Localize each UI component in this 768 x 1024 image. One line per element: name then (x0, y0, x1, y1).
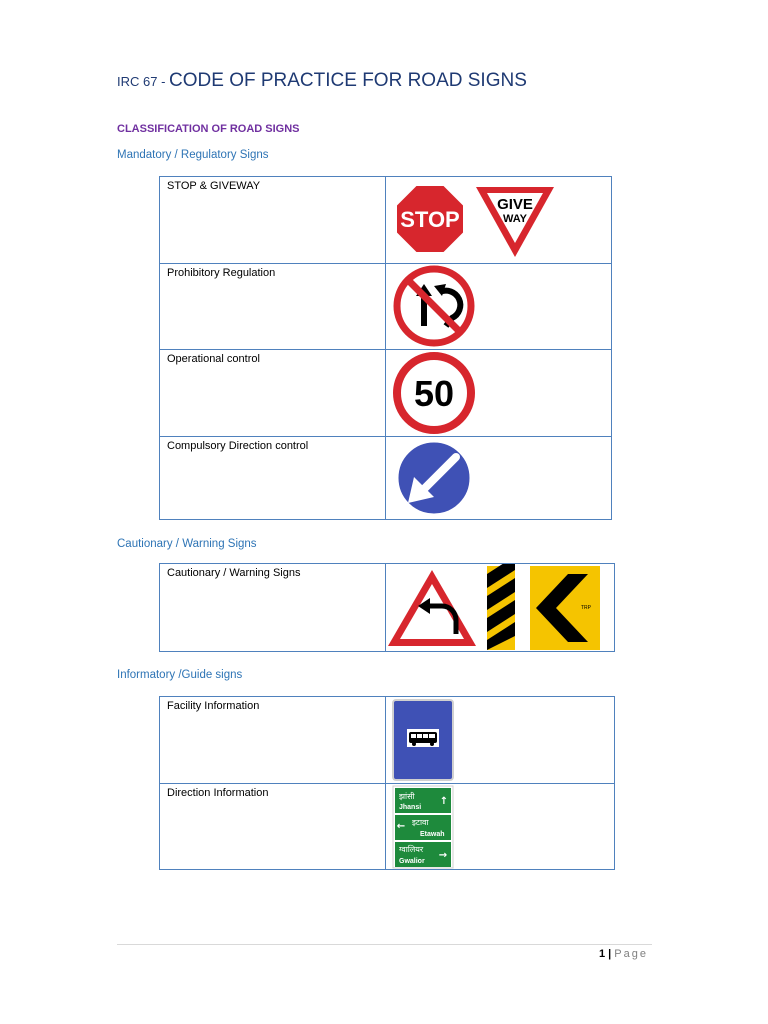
section-heading-mandatory: Mandatory / Regulatory Signs (117, 149, 269, 161)
cautionary-signs-table (159, 563, 615, 652)
row-label-operational: Operational control (160, 350, 386, 437)
direction-hindi-3: ग्वालियर (399, 845, 424, 854)
give-way-text-way: WAY (502, 213, 528, 225)
no-u-turn-sign (397, 269, 471, 343)
page-number: 1 (598, 948, 606, 960)
stop-sign (396, 185, 464, 253)
page-word: Page (614, 948, 648, 960)
row-label-prohibitory: Prohibitory Regulation (160, 264, 386, 350)
title-prefix: IRC 67 - (117, 74, 170, 89)
footer-divider (117, 944, 652, 945)
row-label-direction: Direction Information (160, 784, 386, 870)
table-row (160, 697, 615, 784)
table-row (160, 350, 612, 437)
table-row (160, 264, 612, 350)
title-main: CODE OF PRACTICE FOR ROAD SIGNS (169, 70, 527, 91)
row-label-compulsory: Compulsory Direction control (160, 437, 386, 520)
informatory-signs-table (159, 696, 615, 870)
give-way-sign (476, 187, 554, 257)
footer-separator: | (608, 948, 612, 960)
section-heading-cautionary: Cautionary / Warning Signs (117, 538, 257, 550)
table-row (160, 437, 612, 520)
direction-english-1: Jhansi (399, 804, 422, 811)
row-label-facility: Facility Information (160, 697, 386, 784)
direction-arrow-left-icon: ← (396, 821, 406, 832)
sign-image-cell (386, 177, 612, 264)
keep-left-sign (397, 441, 471, 515)
hazard-marker (487, 564, 515, 650)
speed-limit-50-sign (397, 356, 471, 430)
sign-image-cell (386, 784, 615, 870)
table-row (160, 784, 615, 870)
classification-heading: CLASSIFICATION OF ROAD SIGNS (117, 123, 300, 135)
mandatory-signs-table (159, 176, 612, 520)
page-footer (599, 948, 648, 960)
page-title (117, 70, 527, 92)
sign-image-cell (386, 564, 615, 652)
bus-stop-sign (393, 700, 453, 780)
direction-hindi-2: इटावा (412, 818, 429, 827)
left-curve-warning-sign (388, 570, 476, 646)
give-way-text-give: GIVE (497, 196, 533, 213)
table-row (160, 177, 612, 264)
sign-image-cell (386, 697, 615, 784)
direction-arrow-right-icon: → (438, 850, 448, 861)
direction-arrow-up-icon: ↑ (439, 796, 449, 807)
section-heading-informatory: Informatory /Guide signs (117, 669, 243, 681)
direction-board (393, 786, 453, 868)
chevron-tag-text: TRP (581, 605, 591, 611)
direction-english-3: Gwalior (399, 858, 425, 865)
row-label-cautionary: Cautionary / Warning Signs (160, 564, 386, 652)
table-row (160, 564, 615, 652)
chevron-sign (530, 566, 600, 650)
sign-image-cell (386, 350, 612, 437)
direction-english-2: Etawah (420, 831, 445, 838)
row-label-stop-giveway: STOP & GIVEWAY (160, 177, 386, 264)
direction-hindi-1: झांसी (399, 792, 415, 801)
stop-sign-text: STOP (400, 207, 460, 232)
speed-limit-text: 50 (413, 373, 455, 414)
sign-image-cell (386, 437, 612, 520)
sign-image-cell (386, 264, 612, 350)
